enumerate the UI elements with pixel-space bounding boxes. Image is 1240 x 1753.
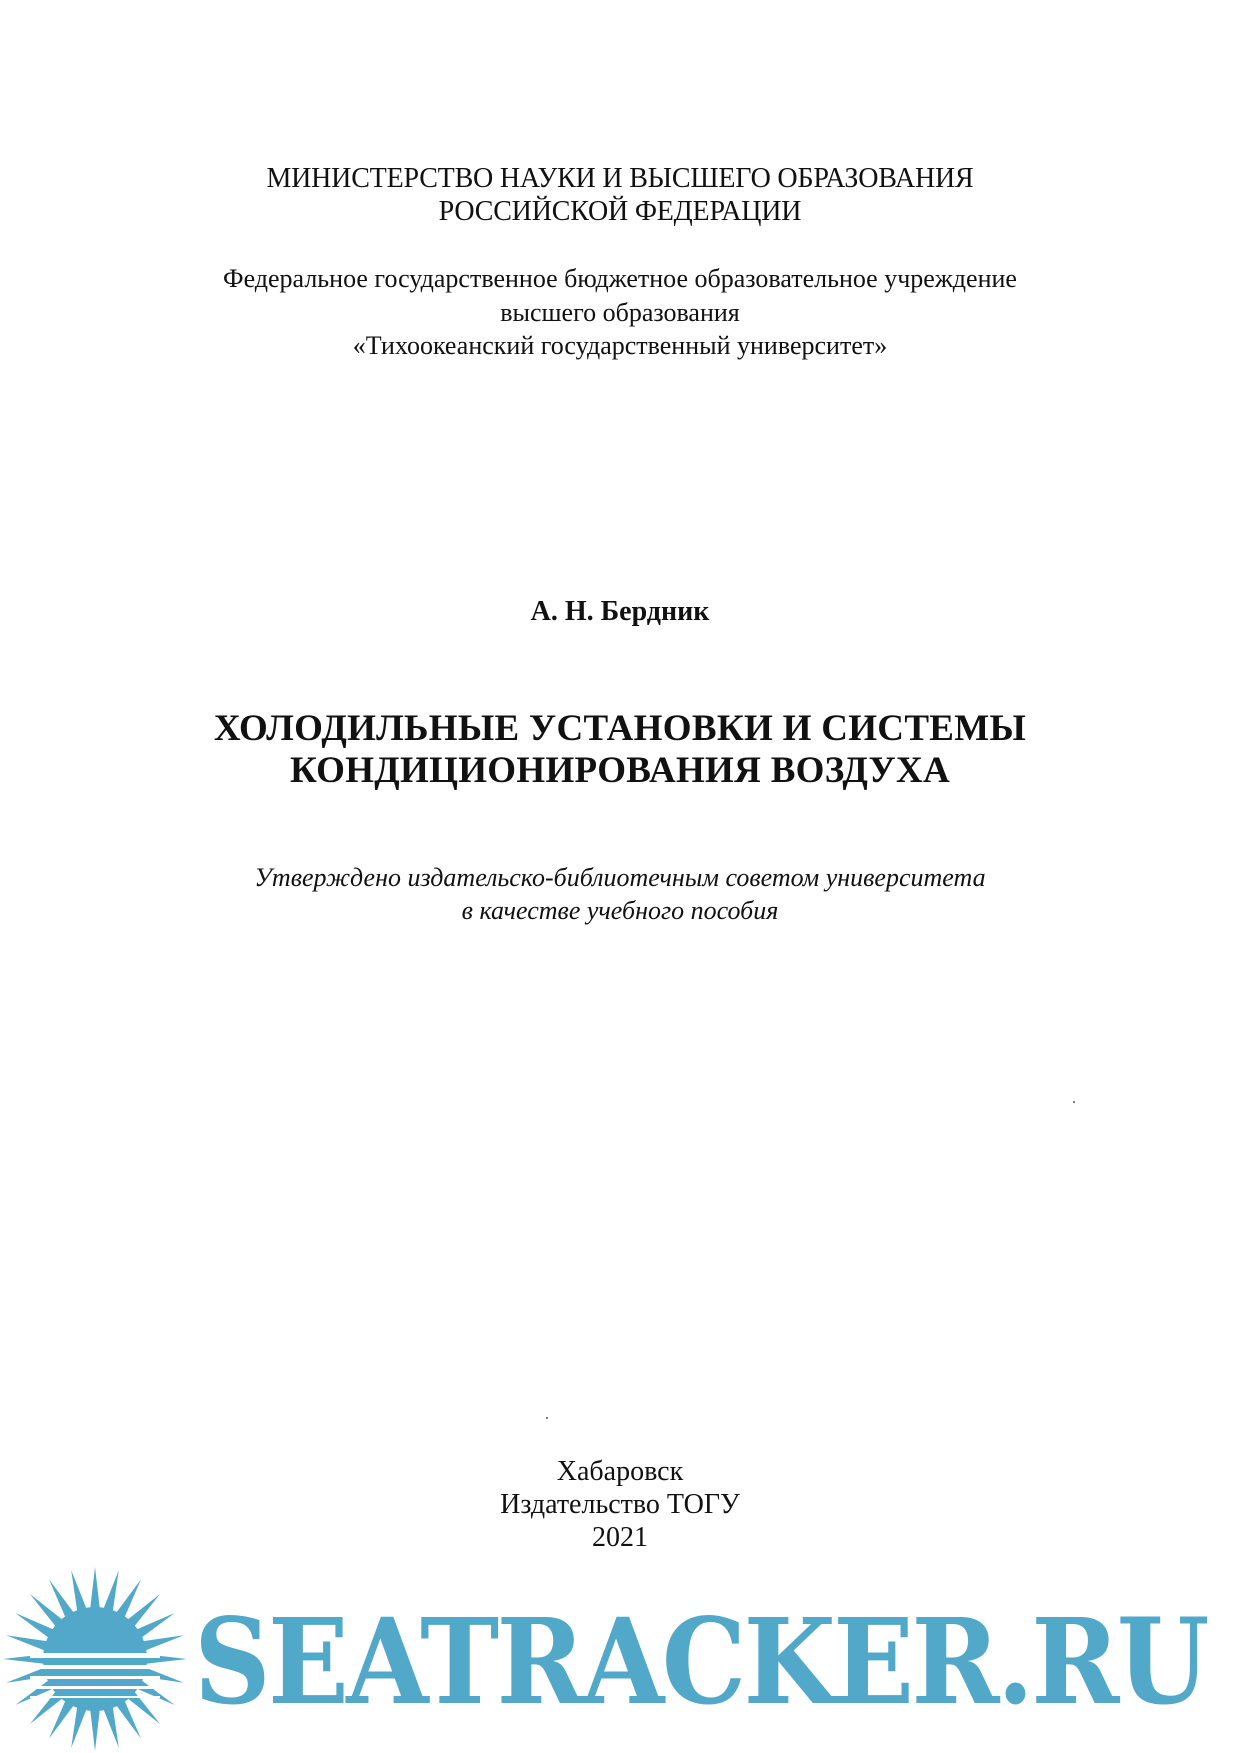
sunburst-ray <box>142 1667 184 1683</box>
ministry-line-2: РОССИЙСКОЙ ФЕДЕРАЦИИ <box>438 196 802 227</box>
sunburst-ray <box>6 1667 48 1683</box>
approval-line-2: в качестве учебного пособия <box>461 896 779 925</box>
sunburst-icon <box>0 1565 200 1753</box>
sunburst-ray <box>90 1567 100 1609</box>
sunburst-ray <box>142 1635 184 1651</box>
institution-line-1: Федеральное государственное бюджетное образовательное учреждение <box>223 264 1017 293</box>
ministry-line-1: МИНИСТЕРСТВО НАУКИ И ВЫСШЕГО ОБРАЗОВАНИЯ <box>266 163 974 194</box>
book-title-line-1: ХОЛОДИЛЬНЫЕ УСТАНОВКИ И СИСТЕМЫ <box>213 708 1027 749</box>
sunburst-ray <box>71 1706 87 1748</box>
sunburst-ray <box>103 1570 119 1612</box>
watermark-text: SEATRACKER.RU <box>194 1592 1207 1731</box>
institution-line-2: высшего образования <box>500 298 740 327</box>
imprint-publisher: Издательство ТОГУ <box>500 1489 740 1520</box>
approval-line-1: Утверждено издательско-библиотечным советом университета <box>254 863 986 892</box>
sunburst-ray <box>103 1706 119 1748</box>
institution-line-3: «Тихоокеанский государственный университет» <box>352 331 888 360</box>
sunburst-ray <box>71 1570 87 1612</box>
author-name: А. Н. Бердник <box>530 596 710 627</box>
book-title-line-2: КОНДИЦИОНИРОВАНИЯ ВОЗДУХА <box>289 750 951 791</box>
sunburst-ray <box>6 1635 48 1651</box>
imprint-year: 2021 <box>592 1522 648 1553</box>
sunburst-ray <box>90 1709 100 1751</box>
scan-speck <box>546 1417 548 1419</box>
scan-speck <box>1073 1101 1075 1103</box>
imprint-city: Хабаровск <box>556 1456 684 1487</box>
